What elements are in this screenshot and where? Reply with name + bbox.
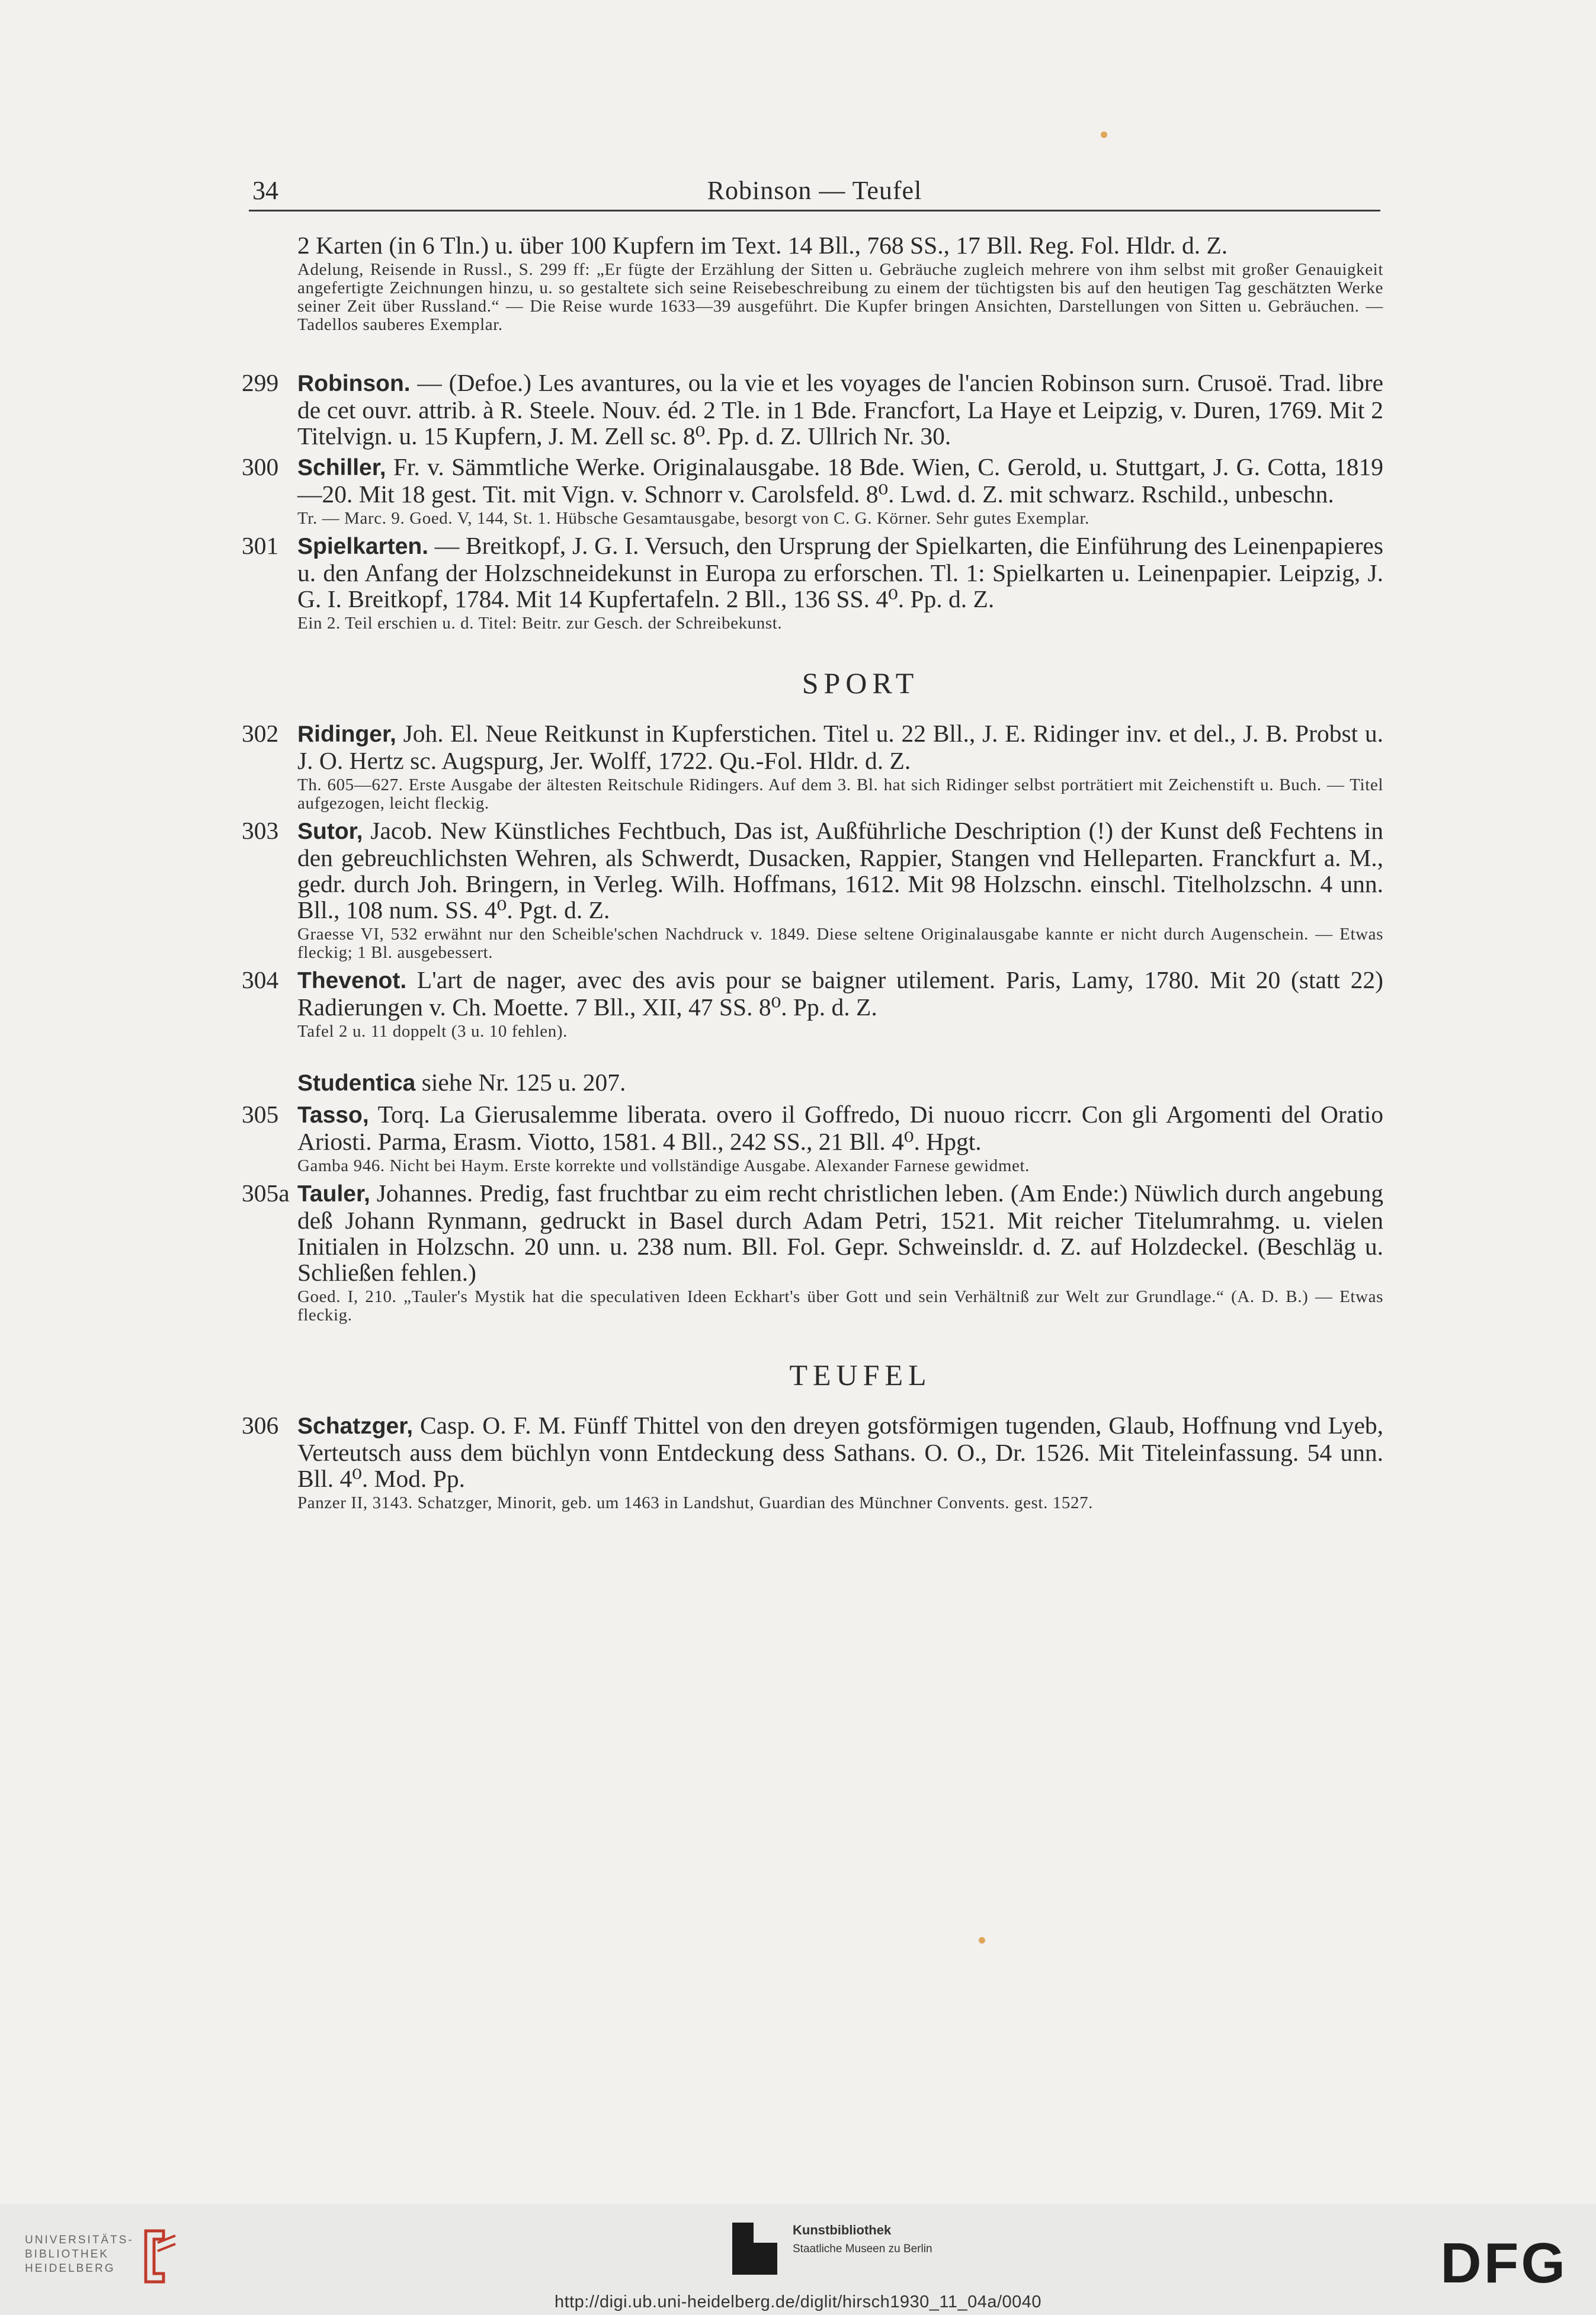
- entry-description: L'art de nager, avec des avis pour se baigner utilement. Paris, Lamy, 1780. Mit 20 (statt 22) Radierungen v. Ch. Moette. 7 Bll., XII, 47 SS. 8⁰. Pp. d. Z.: [297, 966, 1383, 1021]
- entry-description: Joh. El. Neue Reitkunst in Kupferstichen. Titel u. 22 Bll., J. E. Ridinger inv. et del., J. B. Probst u. J. O. Hertz sc. Augspurg, Jer. Wolff, 1722. Qu.-Fol. Hldr. d. Z.: [297, 720, 1383, 774]
- uni-heidelberg-wordmark: UNIVERSITÄTS- BIBLIOTHEK HEIDELBERG: [25, 2234, 134, 2275]
- catalog-entry: [237, 1412, 1383, 1512]
- entry-text: [297, 454, 1383, 507]
- entry-description: Jacob. New Künstliches Fechtbuch, Das ist, Außführliche Deschription (!) der Kunst deß Fechtens in den gebreuchlichsten Wehren, als Schwerdt, Dusacken, Rappier, Stangen vnd Helleparten. Franckfurt a. M., gedr. durch Joh. Bringern, in Verleg. Wilh. Hoffmans, 1612. Mit 98 Holzschn. einschl. Titelholzschn. 4 unn. Bll., 108 num. SS. 4⁰. Pgt. d. Z.: [297, 817, 1383, 924]
- entry-number: 306: [242, 1412, 279, 1439]
- entry-description: Johannes. Predig, fast fruchtbar zu eim recht christlichen leben. (Am Ende:) Nüwlich durch angebung deß Johann Rynmann, gedruckt in Basel durch Adam Petri, 1521. Mit reicher Titelumrahmg. u. vielen Initialen in Holzschn. 20 unn. u. 238 num. Bll. Fol. Gepr. Schweinsldr. d. Z. auf Holzdeckel. (Beschläg u. Schließen fehlen.): [297, 1179, 1383, 1286]
- catalog-entry: [237, 232, 1383, 334]
- entry-note: Gamba 946. Nicht bei Haym. Erste korrekte und vollständige Ausgabe. Alexander Farnese gewidmet.: [297, 1156, 1030, 1175]
- running-title: Robinson — Teufel: [707, 176, 922, 205]
- entry-text: [297, 967, 1383, 1020]
- entry-name: Ridinger,: [297, 722, 396, 747]
- entry-name: Robinson.: [297, 371, 411, 396]
- dfg-logo: DFG: [1440, 2231, 1568, 2295]
- entry-text: [297, 1101, 1383, 1155]
- entry-note: Panzer II, 3143. Schatzger, Minorit, geb. um 1463 in Landshut, Guardian des Münchner Convents. gest. 1527.: [297, 1493, 1094, 1512]
- footer-bar: [0, 2204, 1596, 2315]
- page-speck: [1101, 132, 1107, 138]
- uni-heidelberg-logo-icon: [140, 2225, 181, 2288]
- entry-name: Thevenot.: [297, 968, 407, 993]
- entry-note: Th. 605—627. Erste Ausgabe der ältesten Reitschule Ridingers. Auf dem 3. Bl. hat sich Ridinger selbst porträtiert mit Zeichenstift u. Buch. — Titel aufgezogen, leicht fleckig.: [297, 775, 1383, 813]
- catalog-entry: [237, 720, 1383, 813]
- entry-text: [297, 817, 1383, 923]
- entry-text: [297, 1412, 1383, 1492]
- entry-description: — Breitkopf, J. G. I. Versuch, den Ursprung der Spielkarten, die Einführung des Leinenpapieres u. den Anfang der Holzschneidekunst in Europa zu erforschen. Tl. 1: Spielkarten u. Leinenpapier. Leipzig, J. G. I. Breitkopf, 1784. Mit 14 Kupfertafeln. 2 Bll., 136 SS. 4⁰. Pp. d. Z.: [297, 532, 1383, 613]
- entry-number: 302: [242, 720, 279, 747]
- entry-number: 304: [242, 966, 279, 993]
- entry-number: 301: [242, 532, 279, 559]
- entry-description: Casp. O. F. M. Fünff Thittel von den dreyen gotsförmigen tugenden, Glaub, Hoffnung vnd Lyeb, Verteutsch auss dem büchlyn vonn Entdeckung dess Sathans. O. O., Dr. 1526. Mit Titeleinfassung. 54 unn. Bll. 4⁰. Mod. Pp.: [297, 1412, 1383, 1492]
- catalog-entry: [237, 1069, 1383, 1096]
- catalog-entry: [237, 1180, 1383, 1325]
- kunstbibliothek-label: Kunstbibliothek Staatliche Museen zu Berlin: [793, 2223, 932, 2255]
- entry-note: Tafel 2 u. 11 doppelt (3 u. 10 fehlen).: [297, 1022, 568, 1041]
- entries-sport: [237, 720, 1383, 1041]
- catalog-entry: [237, 817, 1383, 962]
- entry-note: Goed. I, 210. „Tauler's Mystik hat die speculativen Ideen Eckhart's über Gott und sein Verhältniß zur Welt zur Grundlage.“ (A. D. B.) — Etwas fleckig.: [297, 1287, 1383, 1325]
- section-heading-teufel: TEUFEL: [789, 1358, 932, 1391]
- page-speck: [979, 1937, 985, 1944]
- entry-description: — (Defoe.) Les avantures, ou la vie et les voyages de l'ancien Robinson surn. Crusoë. Trad. libre de cet ouvr. attrib. à R. Steele. Nouv. éd. 2 Tle. in 1 Bde. Francfort, La Haye et Leipzig, v. Duren, 1769. Mit 2 Titelvign. u. 15 Kupfern, J. M. Zell sc. 8⁰. Pp. d. Z. Ullrich Nr. 30.: [297, 369, 1383, 450]
- entry-name: Sutor,: [297, 819, 363, 844]
- entry-number: 299: [242, 369, 279, 396]
- entry-text: [297, 1180, 1383, 1285]
- entry-text: [297, 533, 1383, 612]
- entry-note: Graesse VI, 532 erwähnt nur den Scheible'schen Nachdruck v. 1849. Diese seltene Originalausgabe kannte er nicht durch Augenschein. — Etwas fleckig; 1 Bl. ausgebessert.: [297, 925, 1383, 962]
- entry-note: Tr. — Marc. 9. Goed. V, 144, St. 1. Hübsche Gesamtausgabe, besorgt von C. G. Körner. Sehr gutes Exemplar.: [297, 509, 1089, 528]
- entry-note: Ein 2. Teil erschien u. d. Titel: Beitr. zur Gesch. der Schreibekunst.: [297, 614, 783, 633]
- page-number: 34: [252, 176, 278, 205]
- page-header: [249, 173, 1380, 211]
- catalog-content: [237, 232, 1383, 1517]
- entry-text: [297, 1069, 1383, 1096]
- entry-name: Tasso,: [297, 1102, 369, 1128]
- catalog-entry: [237, 967, 1383, 1041]
- entry-description: Fr. v. Sämmtliche Werke. Originalausgabe. 18 Bde. Wien, C. Gerold, u. Stuttgart, J. G. Cotta, 1819—20. Mit 18 gest. Tit. mit Vign. v. Schnorr v. Carolsfeld. 8⁰. Lwd. d. Z. mit schwarz. Rschild., unbeschn.: [297, 453, 1383, 508]
- entry-number: 305a: [242, 1179, 290, 1207]
- entries-studentica-tasso-tauler: [237, 1069, 1383, 1325]
- entry-name: Schatzger,: [297, 1413, 414, 1439]
- entry-name: Schiller,: [297, 455, 386, 480]
- entry-description: Torq. La Gierusalemme liberata. overo il Goffredo, Di nuouo riccrr. Con gli Argomenti del Oratio Ariosti. Parma, Erasm. Viotto, 1581. 4 Bll., 242 SS., 21 Bll. 4⁰. Hpgt.: [297, 1101, 1383, 1155]
- entry-note: Adelung, Reisende in Russl., S. 299 ff: „Er fügte der Erzählung der Sitten u. Gebräuche zugleich mehrere von ihm selbst mit großer Genauigkeit angefertigte Zeichnungen hinzu, u. so gestaltete sich seine Reisebeschreibung zu einem der tüchtigsten bis auf den heutigen Tag geschätzten Werke seiner Zeit über Russland.“ — Die Reise wurde 1633—39 ausgeführt. Die Kupfer bringen Ansichten, Darstellungen von Sitten u. Gebräuchen. — Tadellos sauberes Exemplar.: [297, 260, 1383, 334]
- entry-name: Studentica: [297, 1070, 416, 1096]
- entry-text: [297, 370, 1383, 449]
- entry-text: [297, 720, 1383, 774]
- catalog-entry: [237, 370, 1383, 449]
- entry-name: Spielkarten.: [297, 534, 429, 559]
- entry-description: siehe Nr. 125 u. 207.: [415, 1069, 626, 1096]
- entries-teufel: [237, 1412, 1383, 1512]
- entry-number: 305: [242, 1101, 279, 1128]
- catalog-entry: [237, 533, 1383, 633]
- kunstbibliothek-logo-icon: [730, 2220, 780, 2277]
- section-heading-sport: SPORT: [802, 666, 919, 700]
- entry-number: 303: [242, 817, 279, 844]
- entry-description: 2 Karten (in 6 Tln.) u. über 100 Kupfern im Text. 14 Bll., 768 SS., 17 Bll. Reg. Fol. Hldr. d. Z.: [297, 232, 1228, 259]
- permalink-url[interactable]: http://digi.ub.uni-heidelberg.de/diglit/hirsch1930_11_04a/0040: [554, 2292, 1042, 2311]
- entry-number: 300: [242, 453, 279, 480]
- entries-top: [237, 232, 1383, 633]
- entry-name: Tauler,: [297, 1181, 370, 1207]
- entry-text: [297, 232, 1383, 258]
- catalog-entry: [237, 454, 1383, 528]
- catalog-entry: [237, 1101, 1383, 1175]
